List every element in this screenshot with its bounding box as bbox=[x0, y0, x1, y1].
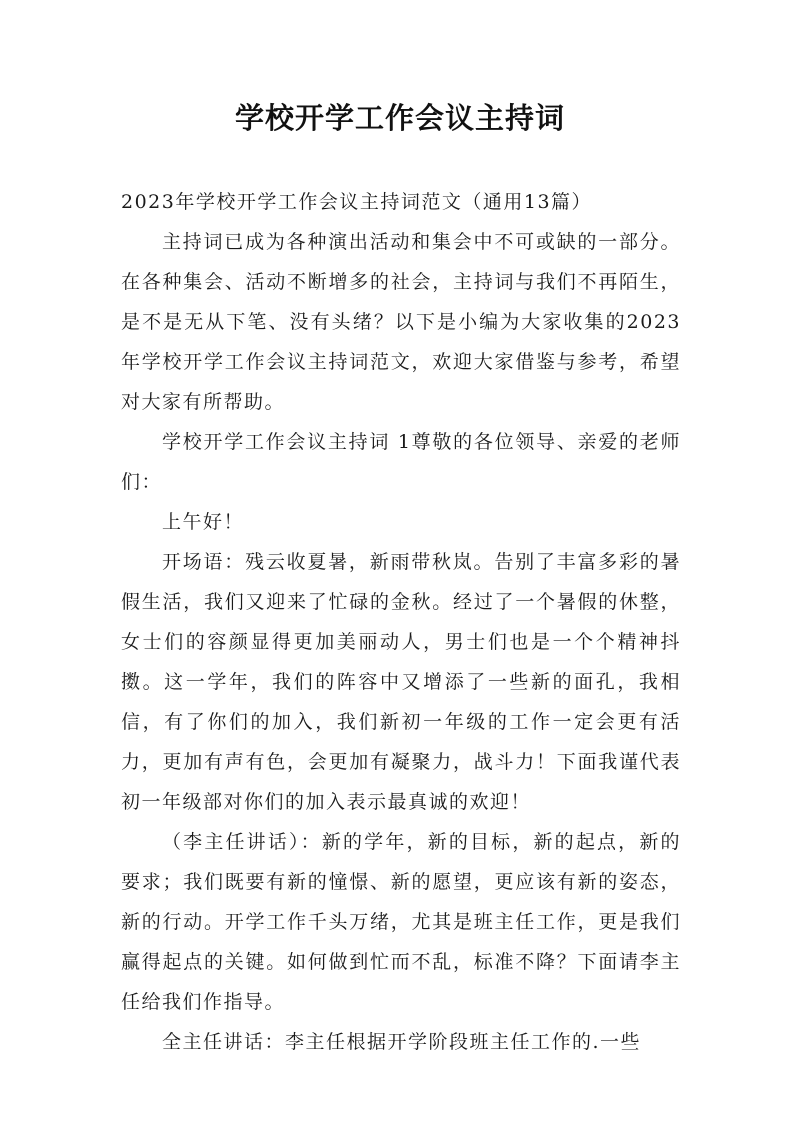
body-paragraph: 学校开学工作会议主持词 1尊敬的各位领导、亲爱的老师们： bbox=[121, 431, 681, 493]
body-paragraph: 开场语：残云收夏暑，新雨带秋岚。告别了丰富多彩的暑假生活，我们又迎来了忙碌的金秋。经过了一个暑假的休整，女士们的容颜显得更加美丽动人，男士们也是一个个精神抖擞。这一学年，我们的阵容中又增添了一些新的面孔，我相信，有了你们的加入，我们新初一年级的工作一定会更有活力，更加有声有色，会更加有凝聚力，战斗力！下面我谨代表初一年级部对你们的加入表示最真诚的欢迎！ bbox=[121, 551, 681, 813]
document-body bbox=[121, 182, 681, 1062]
body-paragraph: 主持词已成为各种演出活动和集会中不可或缺的一部分。在各种集会、活动不断增多的社会，主持词与我们不再陌生，是不是无从下笔、没有头绪？以下是小编为大家收集的2023年学校开学工作会议主持词范文，欢迎大家借鉴与参考，希望对大家有所帮助。 bbox=[121, 231, 681, 413]
body-paragraph: 全主任讲话：李主任根据开学阶段班主任工作的.一些 bbox=[162, 1031, 642, 1053]
body-paragraph: 上午好！ bbox=[162, 511, 245, 533]
document-title: 学校开学工作会议主持词 bbox=[234, 101, 565, 135]
body-paragraph: （李主任讲话）：新的学年，新的目标，新的起点，新的要求；我们既要有新的憧憬、新的愿望，更应该有新的姿态，新的行动。开学工作千头万绪，尤其是班主任工作，更是我们赢得起点的关键。如何做到忙而不乱，标准不降？下面请李主任给我们作指导。 bbox=[121, 831, 681, 1013]
subtitle-paragraph: 2023年学校开学工作会议主持词范文（通用13篇） bbox=[121, 191, 593, 213]
